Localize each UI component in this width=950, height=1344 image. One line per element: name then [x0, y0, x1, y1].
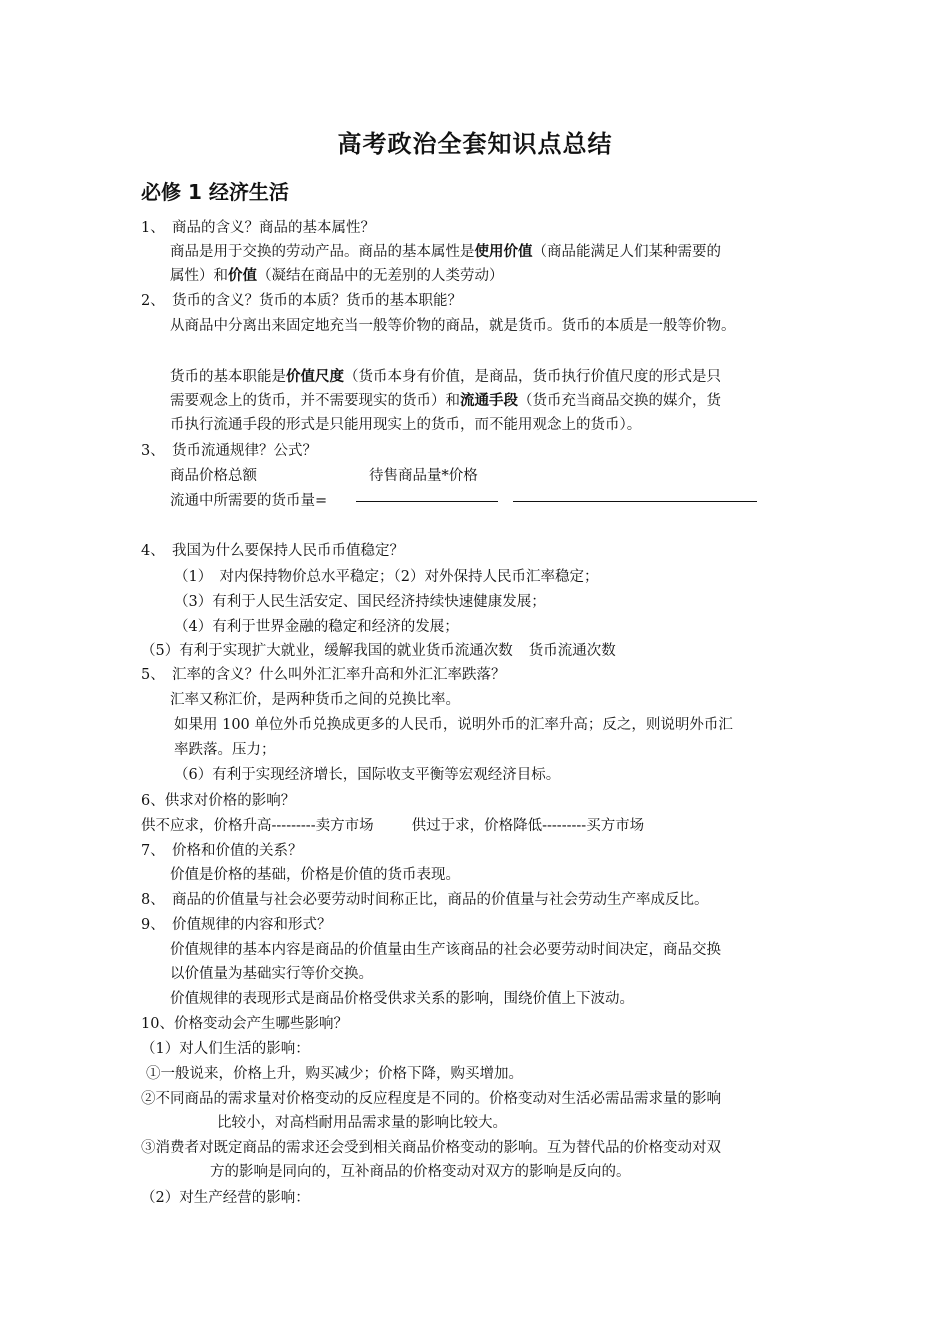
answer-6-buyers-market: 供过于求，价格降低---------买方市场	[411, 818, 645, 834]
formula-numerator-1: 商品价格总额	[170, 468, 257, 484]
question-7: 7、 价格和价值的关系？	[141, 843, 303, 859]
answer-10-item-3-cont: 方的影响是同向的，互补商品的价格变动对双方的影响是反向的。	[210, 1164, 631, 1180]
fraction-bar-1	[356, 501, 498, 502]
answer-4-point-3: （3）有利于人民生活安定、国民经济持续快速健康发展；	[174, 594, 546, 610]
answer-5-line-3: 率跌落。压力；	[174, 742, 276, 758]
answer-1-line-1	[170, 242, 721, 262]
answer-4-point-5-text: （5）有利于实现扩大就业，缓解我国的就业货币流通次数	[141, 643, 513, 659]
answer-10-item-2-cont: 比较小，对高档耐用品需求量的影响比较大。	[217, 1115, 507, 1131]
question-3: 3、 货币流通规律？公式？	[141, 443, 317, 459]
answer-2-line-3	[170, 391, 721, 411]
answer-2-line-2	[170, 367, 721, 387]
answer-2-text-tail: （货币充当商品交换的媒介，货	[518, 393, 721, 409]
answer-1-text: 属性）和	[170, 268, 228, 284]
answer-5-line-4: （6）有利于实现经济增长，国际收支平衡等宏观经济目标。	[174, 767, 561, 783]
answer-4-point-1-2: （1） 对内保持物价总水平稳定；（2）对外保持人民币汇率稳定；	[174, 569, 599, 585]
question-9: 9、 价值规律的内容和形式？	[141, 917, 332, 933]
answer-10-item-3: ③消费者对既定商品的需求还会受到相关商品价格变动的影响。互为替代品的价格变动对双	[141, 1140, 721, 1156]
answer-2-line-4: 币执行流通手段的形式是只能用现实上的货币，而不能用观念上的货币）。	[170, 417, 642, 433]
answer-9-line-3: 价值规律的表现形式是商品价格受供求关系的影响，围绕价值上下波动。	[170, 991, 634, 1007]
section-heading: 必修 1 经济生活	[141, 180, 289, 204]
answer-10-section-2: （2）对生产经营的影响：	[141, 1190, 310, 1206]
fraction-bar-2	[513, 501, 757, 502]
question-10: 10、价格变动会产生哪些影响？	[141, 1016, 348, 1032]
term-measure-of-value: 价值尺度	[286, 369, 344, 385]
term-medium-of-circulation: 流通手段	[460, 393, 518, 409]
answer-5-line-1: 汇率又称汇价，是两种货币之间的兑换比率。	[170, 692, 460, 708]
answer-4-point-5	[141, 641, 616, 661]
answer-4-point-5-extra: 货币流通次数	[528, 643, 616, 659]
answer-2-text: 需要观念上的货币，并不需要现实的货币）和	[170, 393, 460, 409]
question-1: 1、 商品的含义？商品的基本属性？	[141, 220, 375, 236]
term-use-value: 使用价值	[474, 244, 533, 260]
answer-2-line-1: 从商品中分离出来固定地充当一般等价物的商品，就是货币。货币的本质是一般等价物。	[170, 318, 736, 334]
answer-6	[141, 816, 644, 836]
answer-2-text-tail: （货币本身有价值，是商品，货币执行价值尺度的形式是只	[344, 369, 721, 385]
answer-1-line-2	[170, 266, 504, 286]
term-value: 价值	[228, 268, 257, 284]
question-4: 4、 我国为什么要保持人民币币值稳定？	[141, 543, 404, 559]
answer-1-text-tail: （凝结在商品中的无差别的人类劳动）	[257, 268, 504, 284]
formula-numerator-2: 待售商品量*价格	[369, 468, 478, 484]
question-6: 6、供求对价格的影响？	[141, 793, 296, 809]
answer-10-item-2: ②不同商品的需求量对价格变动的反应程度是不同的。价格变动对生活必需品需求量的影响	[141, 1091, 721, 1107]
question-5: 5、 汇率的含义？什么叫外汇汇率升高和外汇汇率跌落？	[141, 667, 506, 683]
answer-9-line-1: 价值规律的基本内容是商品的价值量由生产该商品的社会必要劳动时间决定，商品交换	[170, 942, 721, 958]
answer-6-sellers-market: 供不应求，价格升高---------卖方市场	[141, 818, 374, 834]
document-title: 高考政治全套知识点总结	[337, 130, 613, 158]
answer-5-line-2: 如果用 100 单位外币兑换成更多的人民币，说明外币的汇率升高；反之，则说明外币汇	[174, 717, 733, 733]
answer-9-line-2: 以价值量为基础实行等价交换。	[170, 966, 373, 982]
answer-10-item-1: ①一般说来，价格上升，购买减少；价格下降，购买增加。	[146, 1066, 523, 1082]
question-8: 8、 商品的价值量与社会必要劳动时间称正比，商品的价值量与社会劳动生产率成反比。	[141, 892, 709, 908]
answer-10-section-1: （1）对人们生活的影响：	[141, 1041, 310, 1057]
answer-7: 价值是价格的基础，价格是价值的货币表现。	[170, 867, 460, 883]
answer-1-text: 商品是用于交换的劳动产品。商品的基本属性是	[170, 244, 475, 260]
answer-1-text-tail: （商品能满足人们某种需要的	[532, 244, 721, 260]
formula-lhs: 流通中所需要的货币量=	[170, 493, 328, 509]
answer-2-text: 货币的基本职能是	[170, 369, 286, 385]
question-2: 2、 货币的含义？货币的本质？货币的基本职能？	[141, 293, 462, 309]
answer-4-point-4: （4）有利于世界金融的稳定和经济的发展；	[174, 619, 459, 635]
